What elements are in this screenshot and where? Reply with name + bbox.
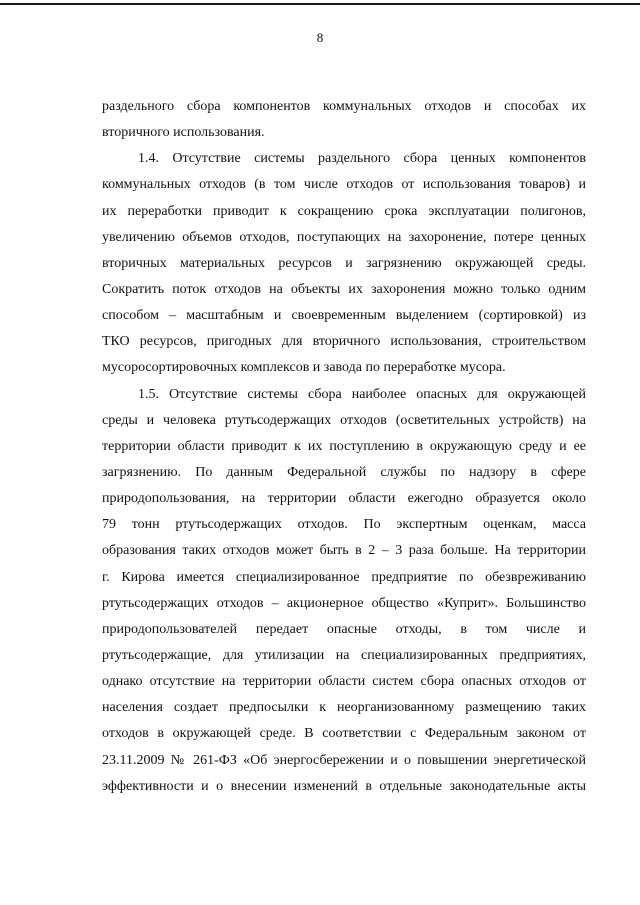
text-line: 1.5. Отсутствие системы сбора наиболее опасных для окружающей — [138, 386, 586, 402]
text-line: мусоросортировочных комплексов и завода по переработке мусора. — [102, 360, 506, 376]
text-line: территории области приводит к их поступлению в окружающую среду и ее — [102, 438, 586, 454]
text-line: ртутьсодержащих отходов – акционерное общество «Куприт». Большинство — [102, 595, 586, 611]
text-line: вторичных материальных ресурсов и загрязнению окружающей среды. — [102, 255, 586, 271]
text-line: Сократить поток отходов на объекты их захоронения можно только одним — [102, 281, 586, 297]
text-line: способом – масштабным и своевременным выделением (сортировкой) из — [102, 308, 586, 324]
text-line: раздельного сбора компонентов коммунальных отходов и способах их — [102, 99, 586, 114]
text-line: эффективности и о внесении изменений в отдельные законодательные акты — [102, 778, 586, 794]
text-line: населения создает предпосылки к неорганизованному размещению таких — [102, 700, 586, 716]
text-line: 79 тонн ртутьсодержащих отходов. По экспертным оценкам, масса — [102, 517, 586, 533]
text-line: природопользователей передает опасные отходы, в том числе и — [102, 621, 586, 637]
text-line: среды и человека ртутьсодержащих отходов (осветительных устройств) на — [102, 412, 586, 428]
body-text — [102, 94, 586, 800]
text-line: 23.11.2009 № 261-ФЗ «Об энергосбережении и о повышении энергетической — [102, 752, 586, 768]
text-line: 1.4. Отсутствие системы раздельного сбора ценных компонентов — [138, 151, 586, 167]
text-line: ртутьсодержащие, для утилизации на специализированных предприятиях, — [102, 647, 586, 663]
text-line: вторичного использования. — [102, 125, 265, 141]
text-line: их переработки приводит к сокращению срока эксплуатации полигонов, — [102, 203, 586, 219]
text-line: природопользования, на территории области ежегодно образуется около — [102, 491, 586, 507]
top-border-line — [0, 3, 640, 5]
page-number: 8 — [316, 30, 324, 45]
text-line: загрязнению. По данным Федеральной службы по надзору в сфере — [102, 464, 586, 480]
text-line: коммунальных отходов (в том числе отходов от использования товаров) и — [102, 177, 586, 193]
text-line: ТКО ресурсов, пригодных для вторичного использования, строительством — [102, 334, 586, 350]
text-line: г. Кирова имеется специализированное предприятие по обезвреживанию — [102, 569, 586, 585]
text-line: образования таких отходов может быть в 2 – 3 раза больше. На территории — [102, 543, 586, 559]
text-line: отходов в окружающей среде. В соответствии с Федеральным законом от — [102, 726, 586, 742]
text-line: увеличению объемов отходов, поступающих на захоронение, потере ценных — [102, 229, 586, 245]
text-line: однако отсутствие на территории области систем сбора опасных отходов от — [102, 674, 586, 690]
